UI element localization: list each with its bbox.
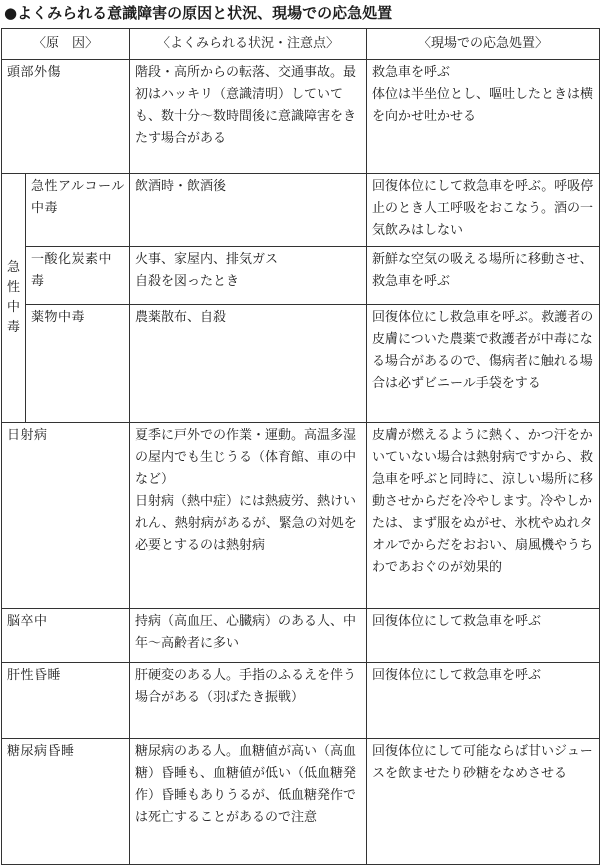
situation-cell: 火事、家屋内、排気ガス 自殺を図ったとき [130,247,367,305]
cause-cell: 急性アルコール中毒 [26,174,130,247]
table-row-drug [2,305,600,423]
cause-cell: 頭部外傷 [2,60,130,174]
group-label-char: 毒 [6,320,20,335]
acute-poisoning-group-label [2,174,26,423]
first-aid-cell: 皮膚が燃えるように熱く、かつ汗をかいていない場合は熱射病ですから、救急車を呼ぶと同時に、涼しい場所に移動させからだを冷やします。冷やしかたは、まず服をぬがせ、氷枕やぬれタオルでからだをおおい、扇風機やうちわであおぐのが効果的 [367,423,600,609]
first-aid-cell: 回復体位にして救急車を呼ぶ [367,609,600,663]
page-title: ●よくみられる意識障害の原因と状況、現場での応急処置 [4,4,393,22]
cause-cell: 糖尿病昏睡 [2,739,130,865]
cause-cell: 薬物中毒 [26,305,130,423]
group-label-char: 急 [6,260,20,275]
header-situation: 〈よくみられる状況・注意点〉 [130,29,367,60]
group-label-char: 性 [6,280,20,295]
first-aid-cell: 回復体位にして救急車を呼ぶ。呼吸停止のとき人工呼吸をおこなう。酒の一気飲みはしない [367,174,600,247]
header-first-aid: 〈現場での応急処置〉 [367,29,600,60]
table-header-row [2,29,600,60]
cause-cell: 脳卒中 [2,609,130,663]
situation-cell: 肝硬変のある人。手指のふるえを伴う場合がある（羽ばたき振戦） [130,663,367,739]
first-aid-cell: 回復体位にして可能ならば甘いジュースを飲ませたり砂糖をなめさせる [367,739,600,865]
first-aid-cell: 回復体位にして救急車を呼ぶ [367,663,600,739]
first-aid-cell: 新鮮な空気の吸える場所に移動させ、救急車を呼ぶ [367,247,600,305]
cause-cell: 肝性昏睡 [2,663,130,739]
header-cause: 〈原 因〉 [2,29,130,60]
table-row-head-injury [2,60,600,174]
group-label-char: 中 [6,300,20,315]
table-row-alcohol [2,174,600,247]
situation-cell: 夏季に戸外での作業・運動。高温多湿の屋内でも生じうる（体育館、車の中など） 日射病（熱中症）には熱疲労、熱けいれん、熱射病があるが、緊急の対処を必要とするのは熱射病 [130,423,367,609]
situation-cell: 糖尿病のある人。血糖値が高い（高血糖）昏睡も、血糖値が低い（低血糖発作）昏睡もありうるが、低血糖発作では死亡することがあるので注意 [130,739,367,865]
first-aid-cell: 救急車を呼ぶ 体位は半坐位とし、嘔吐したときは横を向かせ吐かせる [367,60,600,174]
table-row-diabetic-coma [2,739,600,865]
situation-cell: 持病（高血圧、心臓病）のある人、中年〜高齢者に多い [130,609,367,663]
situation-cell: 階段・高所からの転落、交通事故。最初はハッキリ（意識清明）していても、数十分〜数時間後に意識障害をきたす場合がある [130,60,367,174]
situation-cell: 農薬散布、自殺 [130,305,367,423]
cause-cell: 日射病 [2,423,130,609]
first-aid-cell: 回復体位にし救急車を呼ぶ。救護者の皮膚についた農薬で救護者が中毒になる場合があるので、傷病者に触れる場合は必ずビニール手袋をする [367,305,600,423]
disorder-table [1,28,600,865]
cause-cell: 一酸化炭素中毒 [26,247,130,305]
situation-cell: 飲酒時・飲酒後 [130,174,367,247]
table-row-hepatic-coma [2,663,600,739]
table-row-stroke [2,609,600,663]
table-row-heatstroke [2,423,600,609]
table-row-co [2,247,600,305]
